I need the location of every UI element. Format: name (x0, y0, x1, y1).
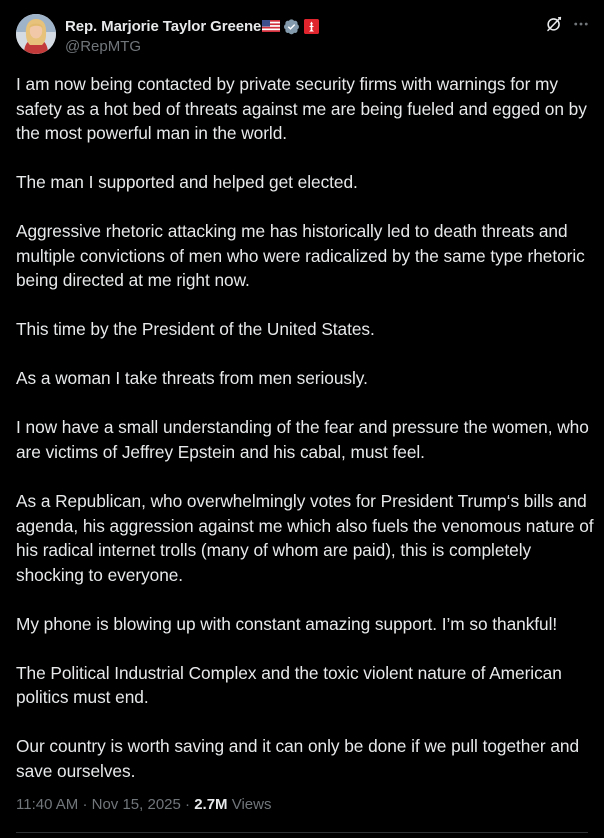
meta-separator: · (82, 796, 88, 813)
tweet-paragraph: The Political Industrial Complex and the toxic violent nature of American politics must end. (16, 662, 562, 708)
verified-badge-icon[interactable] (283, 18, 300, 35)
tweet-paragraph: Our country is worth saving and it can only be done if we pull together and save ourselves. (16, 736, 580, 781)
affiliation-emblem-icon (304, 19, 319, 34)
tweet-paragraph: Aggressive rhetoric attacking me has historically led to death threats and multiple convictions of men who were radicalized by the same type rhetoric being directed at me right now. (16, 221, 585, 291)
views-count[interactable]: 2.7M (194, 796, 228, 813)
author-block (65, 16, 524, 56)
tweet-meta (16, 795, 271, 815)
tweet-paragraph: My phone is blowing up with constant amazing support. I’m so thankful! (16, 613, 558, 634)
tweet-paragraph: As a woman I take threats from men seriously. (16, 368, 368, 389)
avatar-image (16, 14, 56, 54)
tweet-paragraph: This time by the President of the United States. (16, 319, 375, 340)
grok-icon[interactable] (545, 15, 563, 33)
meta-separator: · (185, 796, 191, 813)
tweet-time[interactable]: 11:40 AM (16, 796, 79, 813)
handle[interactable]: @RepMTG (65, 38, 142, 55)
tweet-paragraph: I now have a small understanding of the fear and pressure the women, who are victims of Jeffrey Epstein and his cabal, must feel. (16, 417, 589, 462)
tweet-paragraph: As a Republican, who overwhelmingly votes for President Trump‘s bills and agenda, his aggression against me which also fuels the venomous nature of his radical internet trolls (many of whom are paid), this is completely shocking to everyone. (16, 491, 594, 585)
views-label: Views (231, 796, 272, 813)
tweet-text (16, 72, 594, 808)
divider (16, 832, 588, 833)
display-name[interactable]: Rep. Marjorie Taylor Greene (65, 17, 262, 35)
us-flag-icon (262, 20, 280, 32)
name-row (65, 16, 524, 36)
tweet-date[interactable]: Nov 15, 2025 (91, 796, 181, 813)
tweet-paragraph: The man I supported and helped get elected. (16, 172, 358, 193)
avatar[interactable] (16, 14, 56, 54)
tweet-paragraph: I am now being contacted by private security firms with warnings for my safety as a hot bed of threats against me are being fueled and egged on by the most powerful man in the world. (16, 74, 587, 143)
more-options-icon[interactable] (572, 15, 590, 33)
government-affiliation-icon[interactable] (304, 19, 319, 34)
